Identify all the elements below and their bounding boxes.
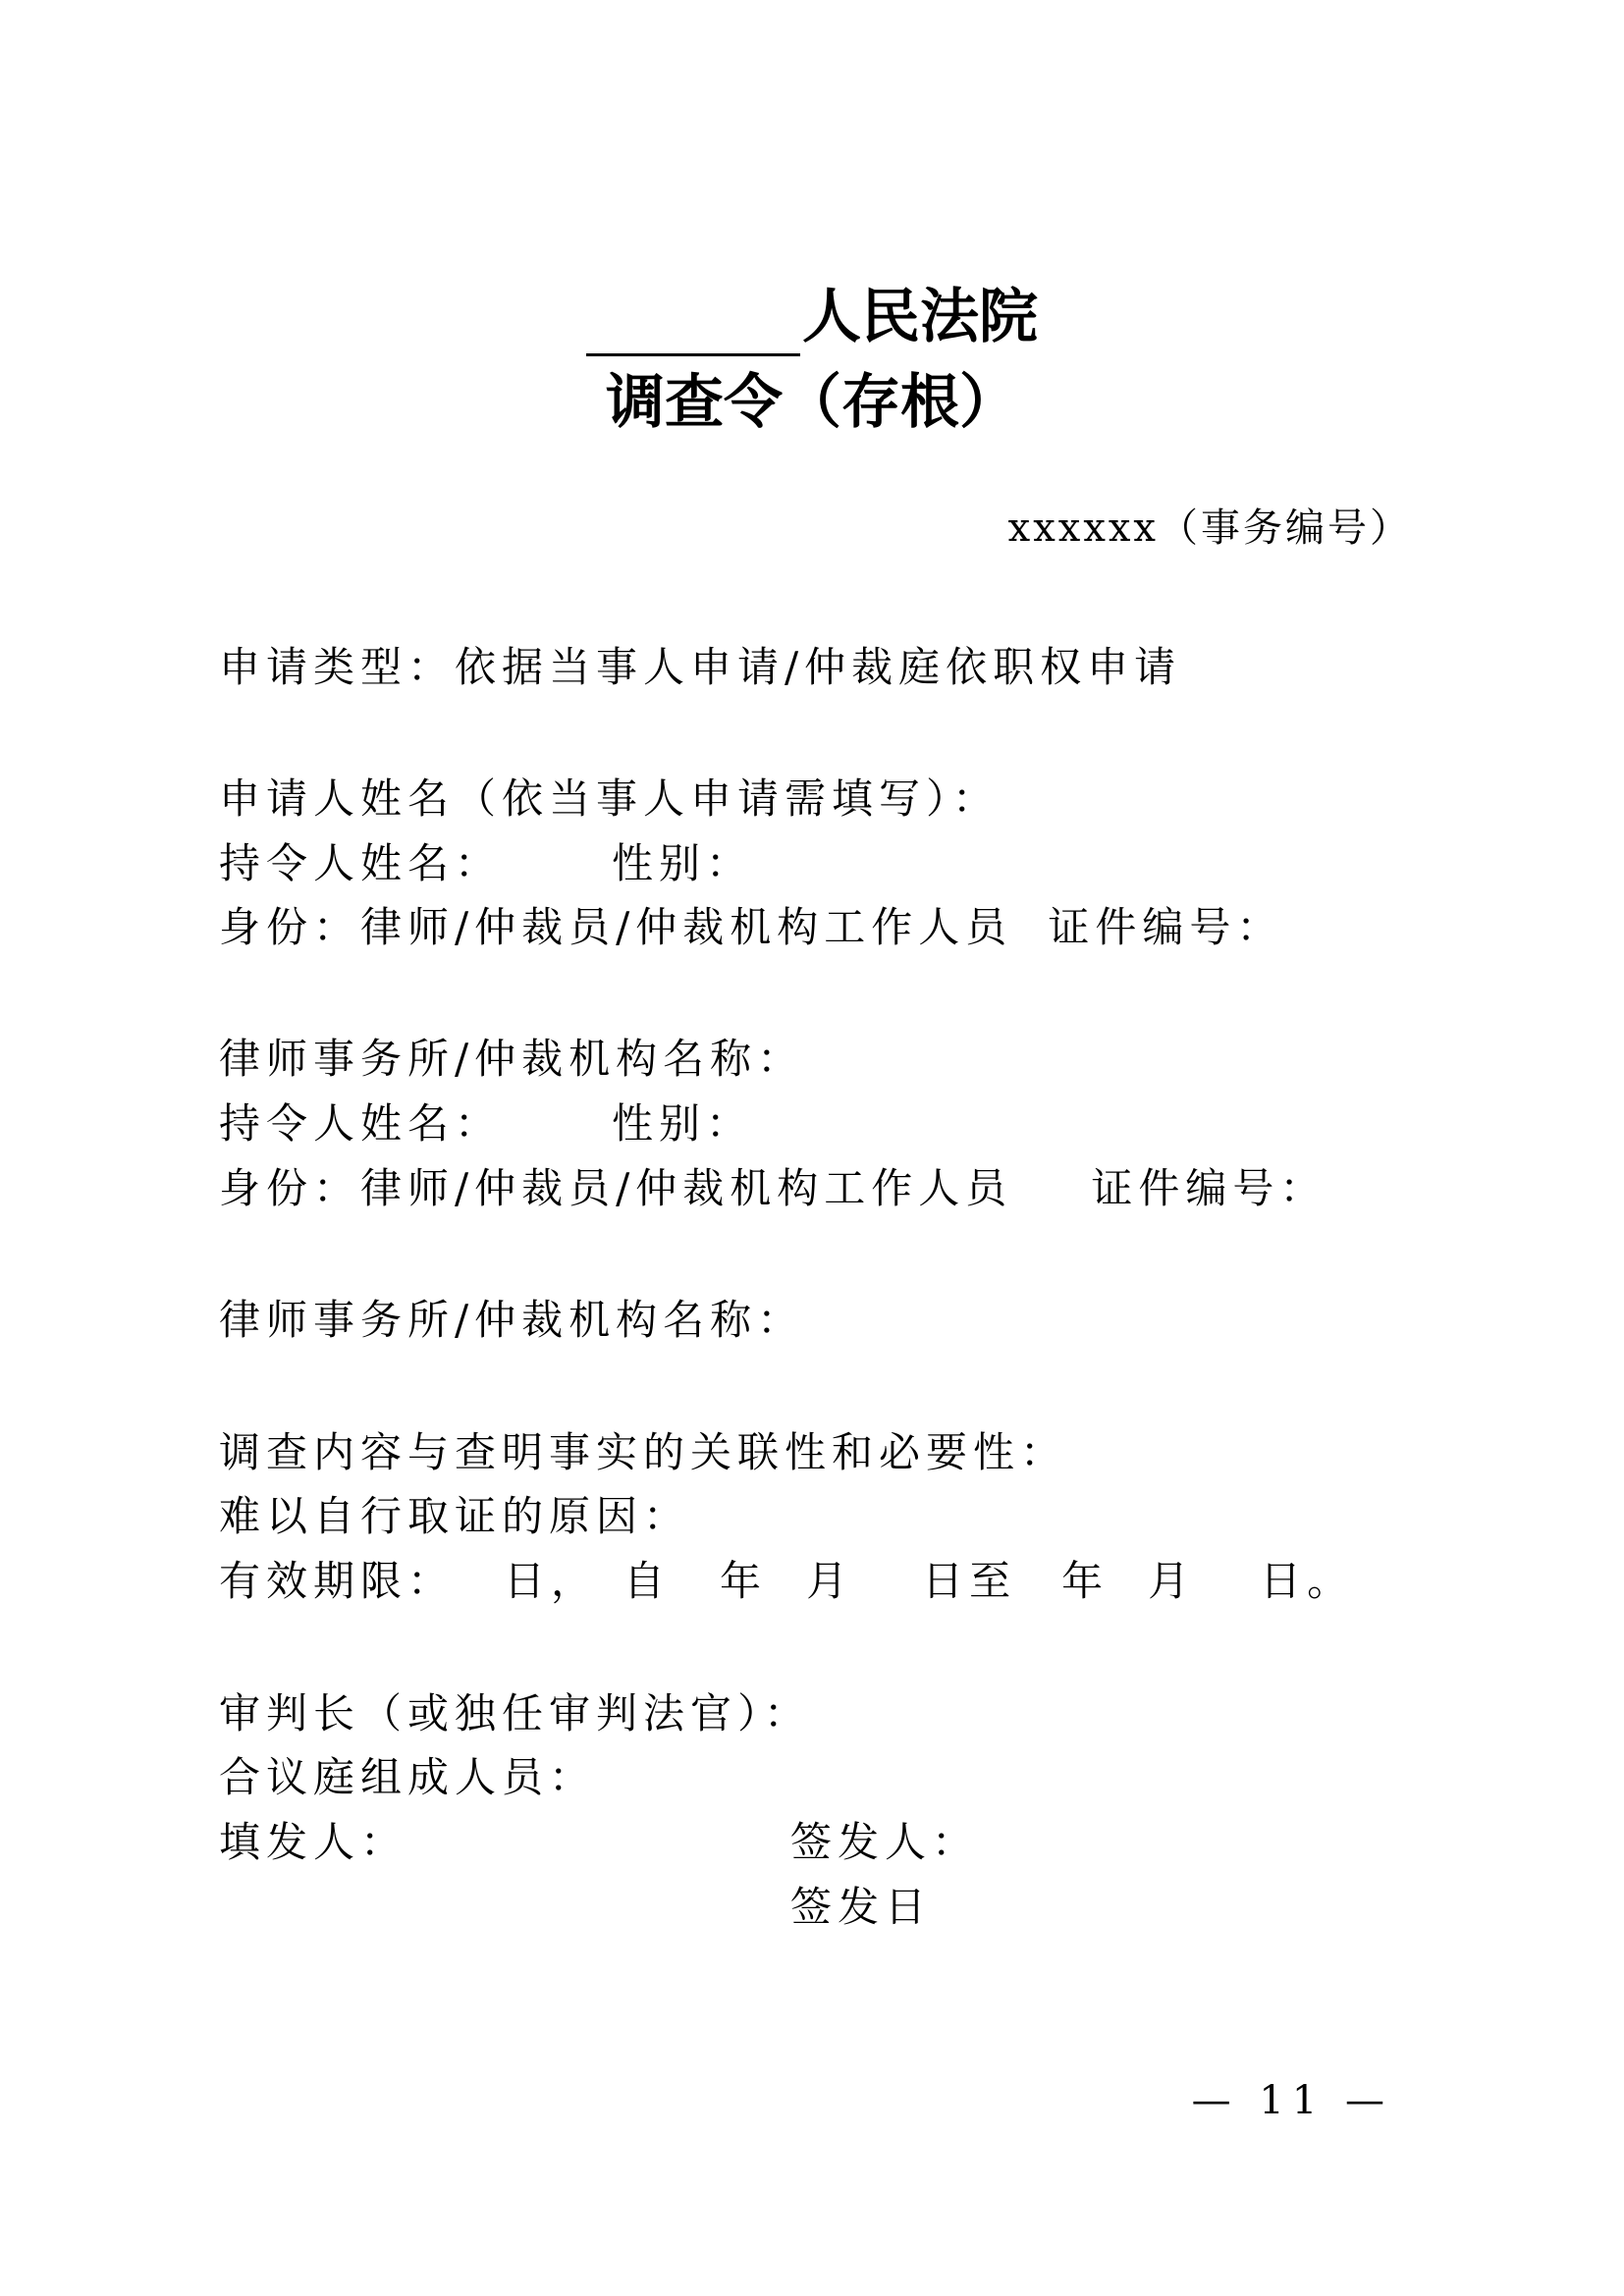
applicant-name: 申请人姓名（依当事人申请需填写）： [219, 774, 1001, 823]
holder1-firm: 律师事务所/仲裁机构名称： [219, 1035, 805, 1083]
holder2-identity-row [219, 1159, 1326, 1218]
court-name-blank [586, 293, 800, 356]
filler: 填发人： [219, 1818, 408, 1866]
relevance: 调查内容与查明事实的关联性和必要性： [219, 1428, 1068, 1476]
validity-year2: 年 [1061, 1557, 1110, 1605]
document-title: 调查令（存根） [606, 368, 1018, 437]
case-number: xxxxxx（事务编号） [1007, 506, 1412, 551]
validity-period [219, 1552, 1354, 1611]
validity-from: 自 [623, 1557, 672, 1605]
holder2-identity: 身份：律师/仲裁员/仲裁机构工作人员 [219, 1164, 1013, 1212]
validity-month2: 月 [1148, 1557, 1196, 1605]
holder2-cert-label: 证件编号： [1091, 1164, 1327, 1212]
holder1-identity: 身份：律师/仲裁员/仲裁机构工作人员 [219, 903, 1013, 951]
page-number: — 11 — [1191, 2078, 1392, 2123]
holder1-name-label: 持令人姓名： [219, 839, 503, 887]
validity-day: 日， [504, 1557, 599, 1605]
validity-label: 有效期限： [219, 1557, 456, 1605]
holder2-firm: 律师事务所/仲裁机构名称： [219, 1296, 805, 1344]
holder1-gender-label: 性别： [612, 839, 754, 887]
validity-day1-to: 日至 [922, 1557, 1017, 1605]
holder1-identity-row [219, 898, 1283, 957]
validity-year1: 年 [720, 1557, 768, 1605]
court-suffix: 人民法院 [802, 283, 1038, 351]
sign-date: 签发日 [790, 1883, 933, 1931]
holder2-row [219, 1095, 753, 1153]
holder2-name-label: 持令人姓名： [219, 1099, 503, 1148]
panel-members: 合议庭组成人员： [219, 1753, 597, 1801]
holder2-gender-label: 性别： [612, 1099, 754, 1148]
presiding-judge: 审判长（或独任审判法官）： [219, 1689, 812, 1737]
holder1-cert-label: 证件编号： [1048, 903, 1284, 951]
application-type: 申请类型：依据当事人申请/仲裁庭依职权申请 [219, 643, 1182, 691]
court-title [0, 278, 1624, 356]
validity-month1: 月 [806, 1557, 854, 1605]
holder1-row [219, 834, 753, 893]
signer: 签发人： [790, 1818, 980, 1866]
validity-day2-end: 日。 [1260, 1557, 1355, 1605]
difficulty-reason: 难以自行取证的原因： [219, 1492, 691, 1540]
